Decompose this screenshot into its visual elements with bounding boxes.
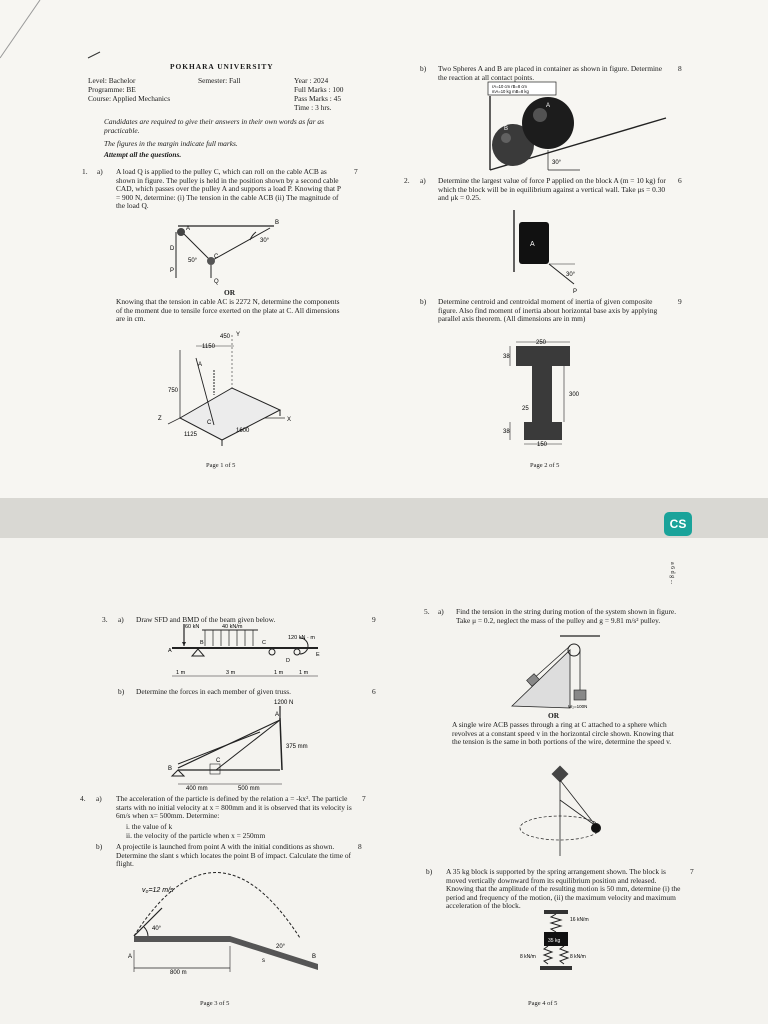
spheres-angle: 30°: [552, 160, 562, 166]
q4-number: 4.: [80, 794, 86, 803]
beam-b: B: [200, 640, 204, 646]
q3b-label: b): [118, 687, 125, 696]
q2b-marks: 9: [678, 297, 682, 306]
projectile-v0: v₀=12 m/s: [142, 887, 174, 894]
fig2-750: 750: [168, 388, 179, 394]
q3a-text: Draw SFD and BMD of the beam given below.: [136, 615, 276, 624]
q2a-marks: 6: [678, 176, 682, 185]
q3b-marks: 6: [372, 687, 376, 696]
fig2-1150: 1150: [202, 344, 215, 350]
semester: Semester: Fall: [198, 76, 241, 85]
instruction-2: The figures in the margin indicate full marks.: [104, 139, 238, 148]
q4a-label: a): [96, 794, 102, 803]
edge-text: a 6 d g ...: [669, 562, 675, 585]
programme: Programme: BE: [88, 85, 136, 94]
fig2-y: Y: [236, 332, 241, 338]
spring-block-figure: [0, 538, 768, 1024]
q1b-marks: 8: [678, 64, 682, 73]
q5a-label: a): [438, 607, 444, 616]
instruction-3: Attempt all the questions.: [104, 150, 182, 159]
page-4-footer: Page 4 of 5: [528, 1000, 558, 1007]
dim-38-bottom: 38: [503, 429, 510, 435]
q5b-text: A 35 kg block is supported by the spring arrangement shown. The block is moved vertically downward from its equilibrium position and released. Knowing that the amplitude of the resulting motion is 50 mm, determine (i) the period and frequency of the motion, (ii) the maximum velocity and maximum acceleration of the block.: [446, 867, 681, 911]
q2a-label: a): [420, 176, 426, 185]
instruction-1: Candidates are required to give their answers in their own words as far as practicable.: [104, 117, 325, 135]
q1b-label: b): [420, 64, 427, 73]
truss-c: C: [216, 758, 221, 764]
sphere-b-label: B: [504, 126, 509, 132]
dim-25: 25: [522, 406, 529, 412]
q1-number: 1.: [82, 167, 88, 176]
q1a-marks: 7: [354, 167, 358, 176]
q1a-label: a): [97, 167, 103, 176]
page-2-footer: Page 2 of 5: [530, 462, 560, 469]
q3a-marks: 9: [372, 615, 376, 624]
q1-or: OR: [224, 288, 236, 297]
incline-weight: W₂=100N: [568, 704, 588, 709]
spring-k3: 8 kN/m: [570, 954, 586, 960]
fig1-label-a: A: [186, 226, 191, 232]
dim-150: 150: [537, 442, 548, 448]
projectile-a: A: [128, 954, 133, 960]
q5-number: 5.: [424, 607, 430, 616]
year: Year : 2024: [294, 76, 329, 85]
truss-force: 1200 N: [274, 700, 294, 706]
truss-b: B: [168, 766, 173, 772]
beam-60kn: 60 kN: [185, 624, 200, 630]
q3b-text: Determine the forces in each member of given truss.: [136, 687, 291, 696]
course: Course: Applied Mechanics: [88, 94, 171, 103]
beam-udl: 40 kN/m: [222, 624, 243, 630]
fig2-x: X: [287, 417, 292, 423]
beam-a: A: [168, 648, 172, 654]
block-force-p: P: [573, 289, 578, 295]
q4a-marks: 7: [362, 794, 366, 803]
beam-dim-1m: 1 m: [176, 670, 186, 676]
fig1-label-c: C: [214, 254, 219, 260]
q4a-part-i: i. the value of k: [126, 822, 173, 831]
q2-number: 2.: [404, 176, 410, 185]
q3a-label: a): [118, 615, 124, 624]
time: Time : 3 hrs.: [294, 103, 332, 112]
q5b-label: b): [426, 867, 433, 876]
university-title: POKHARA UNIVERSITY: [170, 62, 274, 71]
projectile-20deg: 20°: [276, 944, 286, 950]
fig1-angle-50: 50°: [188, 258, 198, 264]
q4a-part-ii: ii. the velocity of the particle when x = 250mm: [126, 831, 266, 840]
scan-page-3-4: [0, 538, 768, 1024]
pass-marks: Pass Marks : 45: [294, 94, 342, 103]
full-marks: Full Marks : 100: [294, 85, 344, 94]
beam-d: D: [286, 658, 290, 664]
sphere-a-label: A: [546, 103, 551, 109]
q4a-text: The acceleration of the particle is defined by the relation a = -kx². The particle starts with no initial velocity at x = 800mm and it is observed that its velocity is 6m/s when x= 500mm. Determine:: [116, 794, 352, 821]
q4b-marks: 8: [358, 842, 362, 851]
q2b-text: Determine centroid and centroidal moment of inertia of given composite figure. Also find moment of inertia about horizontal base axis by applying parallel axis theorem. (All dimensions are in mm): [438, 297, 658, 324]
spring-k2: 8 kN/m: [520, 954, 536, 960]
q5-or: OR: [548, 711, 560, 720]
projectile-b: B: [312, 954, 317, 960]
page-3-footer: Page 3 of 5: [200, 1000, 230, 1007]
projectile-40deg: 40°: [152, 926, 162, 932]
fig2-1125: 1125: [184, 432, 197, 438]
beam-e: E: [316, 652, 320, 658]
q4b-text: A projectile is launched from point A with the initial conditions as shown. Determine the slant s which locates the point B of impact. Calculate the time of flight.: [116, 842, 351, 869]
beam-dim-3m: 3 m: [226, 670, 236, 676]
q1a-text: A load Q is applied to the pulley C, which can roll on the cable ACB as shown in figure. The pulley is held in the position shown by a second cable CAD, which passes over the pulley A and supports a load P. Knowing that P = 900 N, determine: (i) The tension in the cable ACB (ii) The magnitude of the load Q.: [116, 167, 341, 211]
beam-dim-1m-c: 1 m: [299, 670, 309, 676]
q5b-marks: 7: [690, 867, 694, 876]
dim-38-top: 38: [503, 354, 510, 360]
spheres-box-line2: mA=10 kg mB=8 kg: [492, 89, 529, 94]
fig2-c: C: [207, 420, 212, 426]
q1b-text: Two Spheres A and B are placed in container as shown in figure. Determine the reaction at all contact points.: [438, 64, 663, 82]
projectile-s: s: [262, 958, 265, 964]
fig1-label-p: P: [170, 268, 175, 274]
q2b-label: b): [420, 297, 427, 306]
q2a-text: Determine the largest value of force P applied on the block A (m = 10 kg) for which the block will be in equilibrium against a vertical wall. Take μs = 0.30 and μk = 0.25.: [438, 176, 666, 203]
page-1-footer: Page 1 of 5: [206, 462, 236, 469]
beam-c: C: [262, 640, 266, 646]
beam-moment: 120 kN · m: [288, 635, 315, 641]
fig2-z: Z: [158, 416, 162, 422]
truss-375mm: 375 mm: [286, 744, 308, 750]
q1-alt-text: Knowing that the tension in cable AC is 2272 N, determine the components of the moment due to tensile force exerted on the plate at C. All dimensions are in cm.: [116, 297, 340, 324]
q5-alt-text: A single wire ACB passes through a ring at C attached to a sphere which revolves at a constant speed v in the horizontal circle shown. Knowing that the tension is the same in both portions of the wire, determine the speed v.: [452, 720, 674, 747]
projectile-800m: 800 m: [170, 970, 187, 976]
fig1-label-b: B: [275, 220, 280, 226]
q4b-label: b): [96, 842, 103, 851]
fig2-1600: 1600: [236, 428, 250, 434]
dim-300: 300: [569, 392, 580, 398]
camscanner-logo: CS: [664, 512, 692, 536]
fig1-angle-30: 30°: [260, 238, 270, 244]
beam-dim-1m-b: 1 m: [274, 670, 284, 676]
truss-400mm: 400 mm: [186, 786, 208, 792]
spheres-box-line1: rA=10 cm rB=8 cm: [492, 84, 527, 89]
fig1-label-d: D: [170, 246, 175, 252]
fig2-450: 450: [220, 334, 231, 340]
fig2-a: A: [198, 362, 203, 368]
truss-a: A: [275, 712, 280, 718]
scan-gap: [0, 498, 768, 538]
q3-number: 3.: [102, 615, 108, 624]
truss-500mm: 500 mm: [238, 786, 260, 792]
level: Level: Bachelor: [88, 76, 136, 85]
spring-k1: 16 kN/m: [570, 917, 589, 923]
q5a-text: Find the tension in the string during motion of the system shown in figure. Take μ = 0.2, neglect the mass of the pulley and g = 9.81 m/s² pulley.: [456, 607, 677, 625]
block-a-label: A: [530, 241, 535, 248]
spring-mass: 35 kg: [548, 938, 561, 944]
block-angle: 30°: [566, 272, 576, 278]
dim-250: 250: [536, 340, 547, 346]
scan-page-1-2: [0, 0, 768, 498]
fig1-label-q: Q: [214, 279, 219, 285]
composite-figure: [0, 0, 768, 498]
